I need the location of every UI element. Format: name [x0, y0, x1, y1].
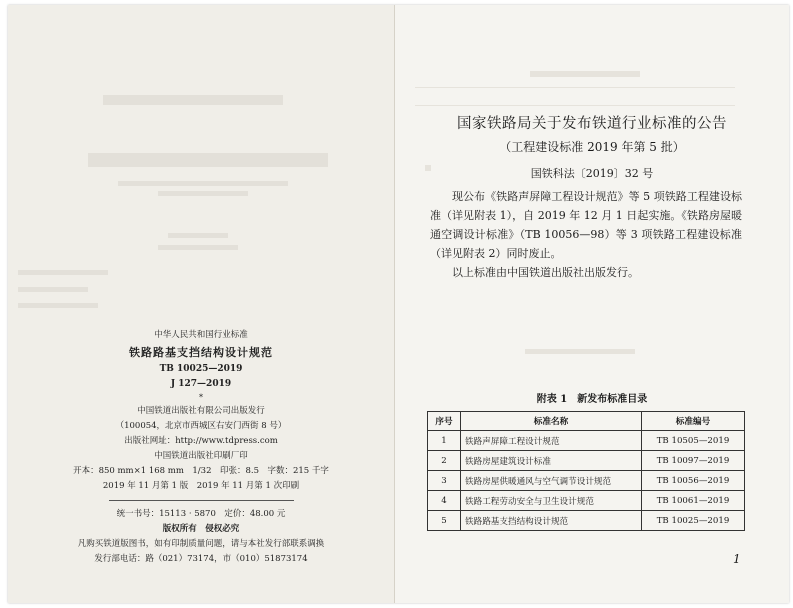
row-name: 铁路路基支挡结构设计规范 — [461, 511, 642, 531]
copyright: 版权所有 侵权必究 — [162, 524, 240, 534]
row-index: 5 — [428, 511, 461, 531]
bleed-through-mark — [103, 95, 283, 105]
table-row — [428, 431, 745, 451]
row-code: TB 10505—2019 — [642, 431, 745, 451]
bleed-through-mark — [18, 287, 88, 292]
header-index: 序号 — [428, 412, 461, 431]
bleed-through-mark — [525, 349, 635, 354]
row-index: 4 — [428, 491, 461, 511]
bleed-through-mark — [18, 303, 98, 308]
edition-info: 2019 年 11 月第 1 版 2019 年 11 月第 1 次印刷 — [102, 481, 300, 491]
bleed-through-mark — [18, 270, 108, 275]
separator-star: * — [199, 393, 203, 402]
table-row — [428, 511, 745, 531]
row-code: TB 10056—2019 — [642, 471, 745, 491]
notice-subtitle: （工程建设标准 2019 年第 5 批） — [499, 140, 685, 154]
row-code: TB 10061—2019 — [642, 491, 745, 511]
row-name: 铁路声屏障工程设计规范 — [461, 431, 642, 451]
header-name: 标准名称 — [461, 412, 642, 431]
table-row — [428, 491, 745, 511]
record-number: J 127—2019 — [170, 379, 232, 389]
row-code: TB 10025—2019 — [642, 511, 745, 531]
notice-body — [430, 187, 742, 282]
standard-code: TB 10025—2019 — [159, 364, 243, 374]
header-code: 标准编号 — [642, 412, 745, 431]
publisher-website: 出版社网址：http://www.tdpress.com — [124, 436, 278, 446]
divider — [109, 500, 294, 501]
book-title: 铁路路基支挡结构设计规范 — [129, 346, 273, 359]
bleed-through-mark — [168, 233, 228, 238]
standards-table — [427, 411, 745, 531]
notice-title: 国家铁路局关于发布铁道行业标准的公告 — [457, 116, 727, 132]
row-index: 2 — [428, 451, 461, 471]
row-index: 3 — [428, 471, 461, 491]
row-code: TB 10097—2019 — [642, 451, 745, 471]
document-number: 国铁科法〔2019〕32 号 — [530, 167, 654, 180]
distribution-phone: 发行部电话：路（021）73174，市（010）51873174 — [94, 554, 308, 564]
row-name: 铁路工程劳动安全与卫生设计规范 — [461, 491, 642, 511]
table-row — [428, 471, 745, 491]
row-name: 铁路房屋供暖通风与空气调节设计规范 — [461, 471, 642, 491]
body-paragraph: 以上标准由中国铁道出版社出版发行。 — [452, 266, 639, 279]
publisher: 中国铁道出版社有限公司出版发行 — [137, 406, 265, 416]
printer: 中国铁道出版社印刷厂印 — [154, 451, 248, 461]
page-number: 1 — [733, 552, 741, 566]
bleed-through-mark — [158, 191, 248, 196]
row-index: 1 — [428, 431, 461, 451]
bleed-through-mark — [415, 105, 735, 106]
isbn-price: 统一书号：15113 · 5870 定价：48.00 元 — [116, 509, 286, 519]
row-name: 铁路房屋建筑设计标准 — [461, 451, 642, 471]
series-label: 中华人民共和国行业标准 — [154, 330, 248, 340]
bleed-through-mark — [118, 181, 288, 186]
annex-caption: 附表 1 新发布标准目录 — [536, 394, 648, 405]
body-paragraph: 现公布《铁路声屏障工程设计规范》等 5 项铁路工程建设标准（详见附表 1），自 2019 年 12 月 1 日起实施。《铁路房屋暖通空调设计标准》（TB 10056—98）等 3 项铁路工程建设标准（详见附表 2）同时废止。 — [430, 190, 742, 260]
quality-note: 凡购买铁道版图书，如有印制质量问题，请与本社发行部联系调换 — [77, 539, 325, 549]
publisher-address: （100054，北京市西城区右安门西街 8 号） — [115, 421, 287, 431]
format-info: 开本：850 mm×1 168 mm 1/32 印张：8.5 字数：215 千字 — [73, 466, 329, 476]
bleed-through-mark — [415, 87, 735, 88]
table-row — [428, 451, 745, 471]
bleed-through-mark — [530, 71, 640, 77]
bleed-through-mark — [88, 153, 328, 167]
colophon — [8, 328, 394, 567]
table-header-row — [428, 412, 745, 431]
bleed-through-mark — [158, 245, 238, 250]
